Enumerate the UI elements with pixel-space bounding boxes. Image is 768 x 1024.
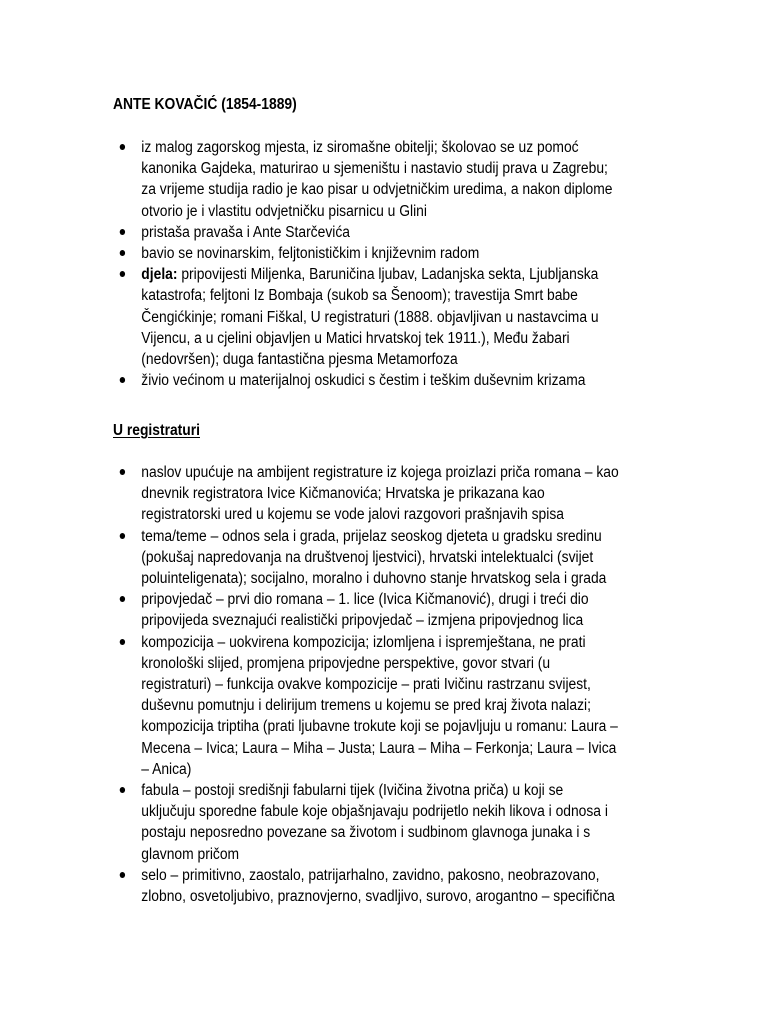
item-line: pripovjedač – prvi dio romana – 1. lice (Ivica Kičmanović), drugi i treći dio xyxy=(141,591,589,609)
bio-item xyxy=(0,370,612,391)
item-line: za vrijeme studija radio je kao pisar u odvjetničkim uredima, a nakon diplome xyxy=(141,181,613,199)
item-line: kompozicija – uokvirena kompozicija; izlomljena i ispremještana, ne prati xyxy=(141,633,586,651)
item-line: otvorio je i vlastitu odvjetničku pisarnicu u Glini xyxy=(141,202,427,220)
item-line: pripovijeda sveznajući realistički pripovjedač – izmjena pripovjednog lica xyxy=(141,612,584,630)
bullet-icon xyxy=(120,639,125,645)
item-line: zlobno, osvetoljubivo, praznovjerno, svadljivo, surovo, arogantno – specifična xyxy=(141,888,615,906)
section-item xyxy=(0,589,619,631)
item-line: uključuju sporedne fabule koje objašnjavaju podrijetlo nekih likova i odnosa i xyxy=(141,803,608,821)
item-line: – Anica) xyxy=(141,760,192,778)
bullet-icon xyxy=(120,787,125,793)
bullet-icon xyxy=(120,144,125,150)
bullet-icon xyxy=(120,250,125,256)
bullet-icon xyxy=(120,469,125,475)
item-line: poluinteligenata); socijalno, moralno i duhovno stanje hrvatskog sela i grada xyxy=(141,570,607,588)
item-line: bavio se novinarskim, feljtonističkim i književnim radom xyxy=(141,245,480,263)
section-item xyxy=(0,865,619,907)
item-line: katastrofa; feljtoni Iz Bombaja (sukob sa Šenoom); travestija Smrt babe xyxy=(141,287,578,305)
works-text: pripovijesti Miljenka, Baruničina ljubav, Ladanjska sekta, Ljubljanska xyxy=(177,266,599,284)
section-item xyxy=(0,526,619,590)
item-line: kanonika Gajdeka, maturirao u sjemeništu i nastavio studij prava u Zagrebu; xyxy=(141,160,608,178)
item-line: pristaša pravaša i Ante Starčevića xyxy=(141,223,350,241)
section-item xyxy=(0,780,619,865)
item-line: postaju neposredno povezane sa životom i sudbinom glavnoga junaka i s xyxy=(141,824,591,842)
item-line: živio većinom u materijalnoj oskudici s čestim i teškim duševnim krizama xyxy=(141,372,586,390)
bullet-icon xyxy=(120,533,125,539)
item-line: kompozicija triptiha (prati ljubavne trokute koji se pojavljuju u romanu: Laura – xyxy=(141,718,618,736)
item-line: fabula – postoji središnji fabularni tijek (Ivičina životna priča) u koji se xyxy=(141,782,564,800)
bio-item-works xyxy=(0,264,612,370)
item-line: selo – primitivno, zaostalo, patrijarhalno, zavidno, pakosno, neobrazovano, xyxy=(141,866,600,884)
item-line: glavnom pričom xyxy=(141,845,240,863)
bio-item xyxy=(0,243,612,264)
section-item xyxy=(0,462,619,526)
item-line xyxy=(0,264,612,285)
item-line: naslov upućuje na ambijent registrature iz kojega proizlazi priča romana – kao xyxy=(141,464,619,481)
section-item xyxy=(0,632,619,780)
bio-item xyxy=(0,137,612,222)
item-line: Mecena – Ivica; Laura – Miha – Justa; Laura – Miha – Ferkonja; Laura – Ivica xyxy=(141,739,617,757)
item-line: (pokušaj napredovanja na društvenoj ljestvici), hrvatski intelektualci (svijet xyxy=(141,548,594,566)
item-line: registraturi) – funkcija ovakve kompozicije – prati Ivičinu rastrzanu svijest, xyxy=(141,676,591,694)
item-line: Vijencu, a u cjelini objavljen u Matici hrvatskoj tek 1911.), Među žabari xyxy=(141,329,570,347)
bullet-icon xyxy=(120,229,125,235)
item-line: registratorski ured u kojemu se vode jalovi razgovori prašnjavih spisa xyxy=(141,506,564,524)
item-line: kronološki slijed, promjena pripovjedne perspektive, govor stvari (u xyxy=(141,654,551,672)
author-heading: ANTE KOVAČIĆ (1854-1889) xyxy=(113,96,297,113)
item-line: dnevnik registratora Ivice Kičmanovića; Hrvatska je prikazana kao xyxy=(141,485,545,503)
section-list xyxy=(0,462,619,907)
bio-list xyxy=(0,137,612,391)
item-line: (nedovršen); duga fantastična pjesma Metamorfoza xyxy=(141,351,458,369)
item-line: duševnu pomutnju i delirijum tremens u kojemu se pred kraj života nalazi; xyxy=(141,697,591,715)
bio-item xyxy=(0,222,612,243)
item-line: iz malog zagorskog mjesta, iz siromašne obitelji; školovao se uz pomoć xyxy=(141,139,579,156)
item-line: tema/teme – odnos sela i grada, prijelaz seoskog djeteta u gradsku sredinu xyxy=(141,527,602,545)
bullet-icon xyxy=(120,872,125,878)
section-heading: U registraturi xyxy=(113,422,200,439)
works-label: djela: xyxy=(141,266,178,284)
item-line: Čengićkinje; romani Fiškal, U registraturi (1888. objavljivan u nastavcima u xyxy=(141,308,599,326)
